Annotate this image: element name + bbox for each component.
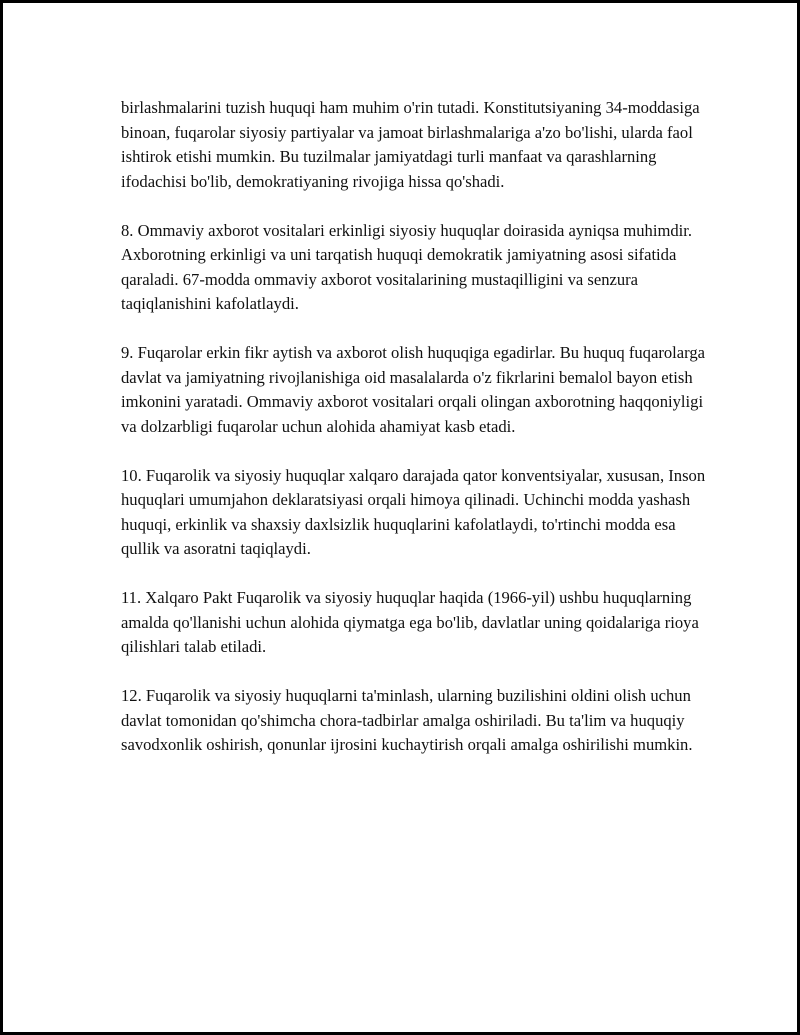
document-body <box>121 96 706 782</box>
paragraph-9-free-speech: 9. Fuqarolar erkin fikr aytish va axborot olish huquqiga egadirlar. Bu huquq fuqarolarga davlat va jamiyatning rivojlanishiga oid masalalarda o'z fikrlarini bemalol bayon etish imkonini yaratadi. Ommaviy axborot vositalari orqali olingan axborotning haqqoniyligi va dolzarbligi fuqarolar uchun alohida ahamiyat kasb etadi. <box>121 343 706 436</box>
paragraph-10-international-protection: 10. Fuqarolik va siyosiy huquqlar xalqaro darajada qator konventsiyalar, xususan, Inson huquqlari umumjahon deklaratsiyasi orqali himoya qilinadi. Uchinchi modda yashash huquqi, erkinlik va shaxsiy daxlsizlik huquqlarini kafolatlaydi, to'rtinchi modda esa qullik va asoratni taqiqlaydi. <box>121 465 706 558</box>
paragraph-12-state-measures: 12. Fuqarolik va siyosiy huquqlarni ta'minlash, ularning buzilishini oldini olish uchun davlat tomonidan qo'shimcha chora-tadbirlar amalga oshiriladi. Bu ta'lim va huquqiy savodxonlik oshirish, qonunlar ijrosini kuchaytirish orqali amalga oshirilishi mumkin. <box>121 686 693 754</box>
paragraph-11-international-pact: 11. Xalqaro Pakt Fuqarolik va siyosiy huquqlar haqida (1966-yil) ushbu huquqlarning amalda qo'llanishi uchun alohida qiymatga ega bo'lib, davlatlar uning qoidalariga rioya qilishlari talab etiladi. <box>121 588 699 656</box>
paragraph-8-media-freedom: 8. Ommaviy axborot vositalari erkinligi siyosiy huquqlar doirasida ayniqsa muhimdir. Axborotning erkinligi va uni tarqatish huquqi demokratik jamiyatning asosi sifatida qaraladi. 67-modda ommaviy axborot vositalarining mustaqilligini va senzura taqiqlanishini kafolatlaydi. <box>121 220 693 313</box>
paragraph-party-associations: birlashmalarini tuzish huquqi ham muhim o'rin tutadi. Konstitutsiyaning 34-moddasiga binoan, fuqarolar siyosiy partiyalar va jamoat birlashmalariga a'zo bo'lishi, ularda faol ishtirok etishi mumkin. Bu tuzilmalar jamiyatdagi turli manfaat va qarashlarning ifodachisi bo'lib, demokratiyaning rivojiga hissa qo'shadi. <box>121 98 700 191</box>
